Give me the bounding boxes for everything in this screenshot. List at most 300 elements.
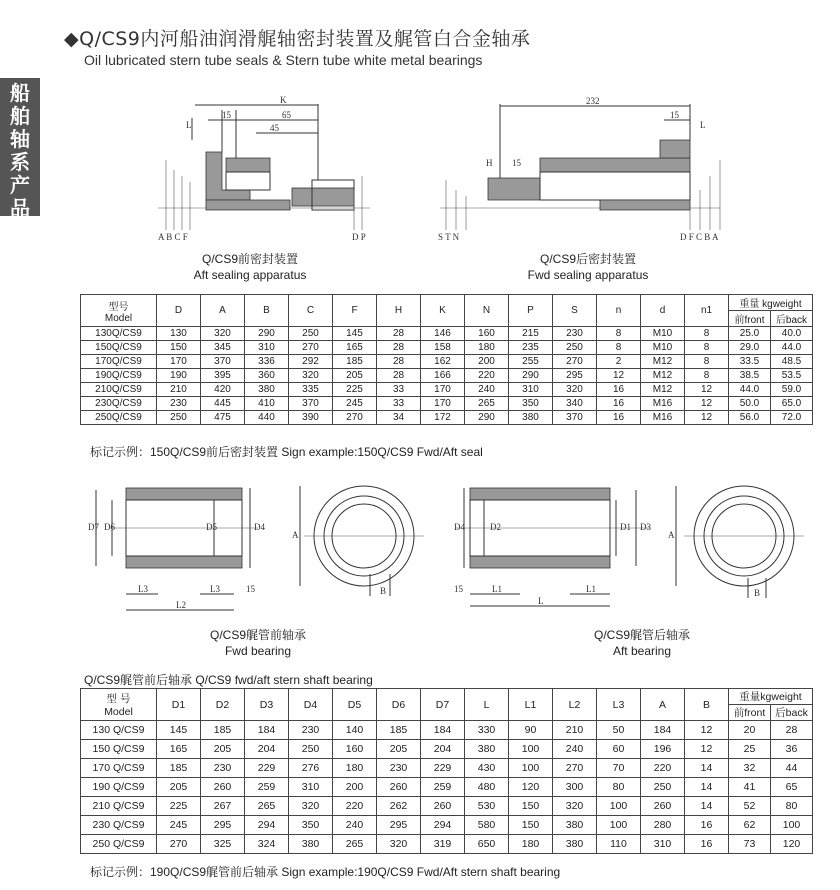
table-cell: 20 [729,721,771,740]
column-header: A [201,295,245,327]
model-cell: 170 Q/CS9 [81,759,157,778]
model-cell: 170Q/CS9 [81,355,157,369]
model-header-cn: 型 号 [106,693,131,705]
table-cell: 65 [771,778,813,797]
table-cell: 16 [685,835,729,854]
table-cell: 100 [597,816,641,835]
caption-en: Fwd bearing [224,644,292,658]
column-header: L3 [597,689,641,721]
fwd-bearing-caption [178,627,338,659]
table-cell: 225 [333,383,377,397]
table-cell: 162 [421,355,465,369]
dim-label: D6 [104,522,115,532]
table-cell: 100 [771,816,813,835]
table-cell: 28 [377,369,421,383]
caption-en: Aft sealing apparatus [193,268,307,282]
table-row [81,740,813,759]
table-cell: 34 [377,411,421,425]
dim-label: L3 [138,584,148,594]
table-cell: 320 [289,369,333,383]
table-cell: 8 [685,355,729,369]
table-cell: 16 [685,816,729,835]
weight-front-header: 前front [729,705,771,721]
table-row [81,411,813,425]
weight-back-header: 后back [771,311,813,327]
table-cell: 130 [157,327,201,341]
table-cell: 245 [333,397,377,411]
table-cell: 205 [201,740,245,759]
model-cell: 190Q/CS9 [81,369,157,383]
table-cell: M10 [641,327,685,341]
table-cell: 230 [289,721,333,740]
table-cell: 100 [597,797,641,816]
table-cell: 28 [771,721,813,740]
table-cell: 324 [245,835,289,854]
table-cell: 44.0 [771,341,813,355]
table-row [81,721,813,740]
table-cell: M16 [641,397,685,411]
table-cell: 8 [685,341,729,355]
seal-spec-table [80,294,813,425]
table-cell: 145 [157,721,201,740]
table-cell: 265 [245,797,289,816]
table-cell: 230 [157,397,201,411]
side-tab-char: 品 [10,196,30,220]
dim-label: B [380,586,387,596]
model-cell: 130Q/CS9 [81,327,157,341]
model-header [81,295,157,327]
table-cell: 65.0 [771,397,813,411]
table-cell: 184 [641,721,685,740]
table-cell: 440 [245,411,289,425]
dim-label: D5 [206,522,217,532]
page-title: ◆Q/CS9内河船油润滑艉轴密封装置及艉管白合金轴承 [64,28,531,50]
table-cell: 220 [465,369,509,383]
column-header: n1 [685,295,729,327]
table-cell: 29.0 [729,341,771,355]
table-cell: 350 [289,816,333,835]
dim-label: 15 [454,584,463,594]
table-cell: 295 [377,816,421,835]
table-cell: 12 [685,397,729,411]
table-cell: 16 [597,411,641,425]
dim-letters: D F C B A [680,232,719,242]
dim-label: D3 [640,522,651,532]
table-cell: 325 [201,835,245,854]
table-cell: 294 [421,816,465,835]
dim-label: B [754,588,761,598]
table-cell: 158 [421,341,465,355]
table-cell: 50 [597,721,641,740]
dim-label: L2 [176,600,186,610]
table-cell: 267 [201,797,245,816]
dim-label: K [280,95,287,105]
table-cell: 14 [685,759,729,778]
table-cell: 245 [157,816,201,835]
dim-label: L1 [586,584,596,594]
table-row [81,759,813,778]
fwd-seal-caption [508,251,668,283]
table-cell: 184 [245,721,289,740]
table-cell: 530 [465,797,509,816]
bearing-sign-example: 标记示例：190Q/CS9艉管前后轴承 Sign example:190Q/CS9 Fwd/Aft stern shaft bearing [90,865,561,879]
table-cell: 240 [553,740,597,759]
table-cell: 25.0 [729,327,771,341]
table-cell: 205 [333,369,377,383]
table-cell: 370 [201,355,245,369]
table-cell: 225 [157,797,201,816]
weight-header: 重量kgweight [729,689,813,705]
table-cell: 650 [465,835,509,854]
table-cell: 380 [553,816,597,835]
table-cell: 260 [377,778,421,797]
table-cell: 70 [597,759,641,778]
page-subtitle: Oil lubricated stern tube seals & Stern tube white metal bearings [84,52,483,68]
table-cell: 220 [333,797,377,816]
table-cell: 370 [289,397,333,411]
model-cell: 190 Q/CS9 [81,778,157,797]
dim-label: L [538,596,544,606]
dim-label: D4 [254,522,265,532]
table-cell: 170 [421,397,465,411]
dim-label: 15 [246,584,255,594]
model-cell: 210 Q/CS9 [81,797,157,816]
dim-label: D4 [454,522,465,532]
table-cell: 40.0 [771,327,813,341]
table-cell: M16 [641,411,685,425]
fwd-bearing-drawing [88,486,424,610]
table-cell: M12 [641,383,685,397]
table-cell: 250 [553,341,597,355]
table-cell: 335 [289,383,333,397]
column-header: D5 [333,689,377,721]
table-cell: 72.0 [771,411,813,425]
column-header: D1 [157,689,201,721]
weight-back-header: 后back [771,705,813,721]
table-cell: 240 [333,816,377,835]
column-header: D4 [289,689,333,721]
table-cell: 184 [421,721,465,740]
column-header: K [421,295,465,327]
table-cell: 185 [377,721,421,740]
table-cell: 410 [245,397,289,411]
table-cell: 33 [377,383,421,397]
table-cell: 292 [289,355,333,369]
bearing-section-title: Q/CS9艉管前后轴承 Q/CS9 fwd/aft stern shaft bearing [84,673,373,687]
table-cell: 270 [553,355,597,369]
aft-seal-drawing [158,95,370,242]
table-row [81,835,813,854]
table-cell: 235 [509,341,553,355]
table-cell: 166 [421,369,465,383]
table-cell: 320 [289,797,333,816]
table-row [81,341,813,355]
table-cell: 260 [421,797,465,816]
table-row [81,397,813,411]
dim-label: 65 [282,110,291,120]
table-cell: 33.5 [729,355,771,369]
table-cell: 380 [245,383,289,397]
table-cell: 445 [201,397,245,411]
table-cell: 160 [465,327,509,341]
weight-header: 重量 kgweight [729,295,813,311]
dim-label: L [186,120,192,130]
side-tab-char: 船 [10,81,30,105]
seal-sign-example: 标记示例：150Q/CS9前后密封装置 Sign example:150Q/CS9 Fwd/Aft seal [90,445,483,459]
table-cell: 395 [201,369,245,383]
dim-letters: A B C F [158,232,188,242]
table-cell: 370 [553,411,597,425]
caption-cn: Q/CS9前密封装置 [201,252,298,266]
table-cell: 60 [597,740,641,759]
table-cell: 8 [597,341,641,355]
table-cell: M10 [641,341,685,355]
table-cell: 270 [157,835,201,854]
table-cell: 204 [421,740,465,759]
dim-label: 15 [512,158,521,168]
table-row [81,327,813,341]
table-cell: 16 [597,397,641,411]
aft-bearing-drawing [454,486,804,606]
table-cell: 290 [465,411,509,425]
table-cell: 12 [685,721,729,740]
table-cell: 276 [289,759,333,778]
table-cell: 12 [685,740,729,759]
table-cell: 390 [289,411,333,425]
table-cell: 172 [421,411,465,425]
column-header: B [245,295,289,327]
caption-en: Fwd sealing apparatus [527,268,649,282]
dim-label: 232 [586,96,600,106]
table-cell: 310 [509,383,553,397]
table-cell: 265 [465,397,509,411]
model-cell: 130 Q/CS9 [81,721,157,740]
table-cell: 340 [553,397,597,411]
table-cell: 52 [729,797,771,816]
table-cell: 300 [553,778,597,797]
side-tab-char: 舶 [10,104,30,128]
table-cell: 33 [377,397,421,411]
table-row [81,816,813,835]
table-cell: 420 [201,383,245,397]
bearing-spec-table [80,688,813,854]
table-cell: 16 [597,383,641,397]
table-cell: 295 [201,816,245,835]
table-cell: 250 [157,411,201,425]
model-cell: 230 Q/CS9 [81,816,157,835]
table-cell: 230 [553,327,597,341]
table-cell: 14 [685,797,729,816]
model-cell: 250Q/CS9 [81,411,157,425]
table-cell: 180 [509,835,553,854]
table-cell: 2 [597,355,641,369]
table-cell: 205 [157,778,201,797]
table-cell: 38.5 [729,369,771,383]
table-cell: 475 [201,411,245,425]
table-cell: 25 [729,740,771,759]
table-cell: 310 [641,835,685,854]
dim-label: 15 [222,110,231,120]
table-cell: 32 [729,759,771,778]
table-cell: 165 [157,740,201,759]
model-header-en: Model [104,706,133,718]
table-cell: M12 [641,355,685,369]
table-cell: 120 [771,835,813,854]
column-header: C [289,295,333,327]
table-cell: 59.0 [771,383,813,397]
column-header: D7 [421,689,465,721]
dim-label: A [292,530,299,540]
caption-cn: Q/CS9艉管后轴承 [593,628,690,642]
table-cell: 290 [509,369,553,383]
table-cell: 50.0 [729,397,771,411]
table-cell: 8 [597,327,641,341]
table-row [81,355,813,369]
table-cell: 229 [245,759,289,778]
dim-label: 15 [670,110,679,120]
model-header-cn: 型号 [108,301,129,313]
column-header: D6 [377,689,421,721]
table-cell: 41 [729,778,771,797]
table-cell: 336 [245,355,289,369]
dim-label: H [486,158,493,168]
table-cell: 200 [333,778,377,797]
fwd-seal-drawing [438,96,720,242]
dim-label: D1 [620,522,631,532]
table-cell: 215 [509,327,553,341]
table-cell: 265 [333,835,377,854]
caption-en: Aft bearing [612,644,672,658]
table-cell: 310 [289,778,333,797]
table-cell: 250 [641,778,685,797]
column-header: H [377,295,421,327]
table-cell: 345 [201,341,245,355]
table-cell: 180 [333,759,377,778]
table-cell: 350 [509,397,553,411]
side-tab-char: 轴 [10,127,30,151]
table-cell: 259 [421,778,465,797]
weight-front-header: 前front [729,311,771,327]
table-cell: 320 [553,797,597,816]
table-cell: 480 [465,778,509,797]
column-header: D3 [245,689,289,721]
table-cell: 48.5 [771,355,813,369]
table-cell: 150 [509,816,553,835]
table-cell: 580 [465,816,509,835]
table-cell: 185 [157,759,201,778]
table-cell: 250 [289,740,333,759]
table-cell: 36 [771,740,813,759]
column-header: A [641,689,685,721]
table-cell: 295 [553,369,597,383]
column-header: P [509,295,553,327]
table-cell: 210 [553,721,597,740]
table-cell: 170 [421,383,465,397]
model-cell: 210Q/CS9 [81,383,157,397]
table-row [81,778,813,797]
side-tab-char: 系 [10,150,30,174]
table-cell: 160 [333,740,377,759]
table-cell: 12 [685,411,729,425]
aft-seal-caption [170,251,330,283]
table-cell: 146 [421,327,465,341]
table-cell: 180 [465,341,509,355]
dim-label: L1 [492,584,502,594]
table-cell: 165 [333,341,377,355]
table-cell: 270 [553,759,597,778]
table-cell: 320 [201,327,245,341]
table-cell: 196 [641,740,685,759]
table-cell: 380 [553,835,597,854]
table-cell: 100 [509,759,553,778]
table-cell: 230 [377,759,421,778]
table-cell: 145 [333,327,377,341]
column-header: D2 [201,689,245,721]
table-cell: 90 [509,721,553,740]
column-header: n [597,295,641,327]
table-cell: 8 [685,327,729,341]
table-cell: 44.0 [729,383,771,397]
table-cell: 185 [333,355,377,369]
table-cell: 120 [509,778,553,797]
table-cell: 380 [465,740,509,759]
table-row [81,797,813,816]
table-cell: 360 [245,369,289,383]
column-header: D [157,295,201,327]
column-header: N [465,295,509,327]
table-cell: 380 [509,411,553,425]
table-cell: 53.5 [771,369,813,383]
table-cell: 73 [729,835,771,854]
table-cell: 28 [377,327,421,341]
table-cell: 260 [641,797,685,816]
table-cell: 14 [685,778,729,797]
table-cell: 80 [771,797,813,816]
model-cell: 150 Q/CS9 [81,740,157,759]
table-cell: 262 [377,797,421,816]
table-cell: 12 [685,383,729,397]
model-header [81,689,157,721]
column-header: F [333,295,377,327]
table-cell: 200 [465,355,509,369]
table-cell: 270 [333,411,377,425]
table-cell: 28 [377,355,421,369]
table-cell: 150 [509,797,553,816]
side-tab-char: 产 [10,173,30,197]
table-cell: 255 [509,355,553,369]
table-cell: 290 [245,327,289,341]
column-header: B [685,689,729,721]
table-cell: 250 [289,327,333,341]
table-cell: 56.0 [729,411,771,425]
table-cell: 270 [289,341,333,355]
model-cell: 230Q/CS9 [81,397,157,411]
model-header-en: Model [104,312,133,324]
table-cell: 150 [157,341,201,355]
table-cell: 110 [597,835,641,854]
table-cell: 319 [421,835,465,854]
table-cell: 205 [377,740,421,759]
column-header: L2 [553,689,597,721]
caption-cn: Q/CS9艉管前轴承 [209,628,306,642]
column-header: L [465,689,509,721]
table-cell: 210 [157,383,201,397]
dim-letters: D P [352,232,366,242]
column-header: d [641,295,685,327]
table-cell: 140 [333,721,377,740]
table-cell: 28 [377,341,421,355]
table-cell: 230 [201,759,245,778]
